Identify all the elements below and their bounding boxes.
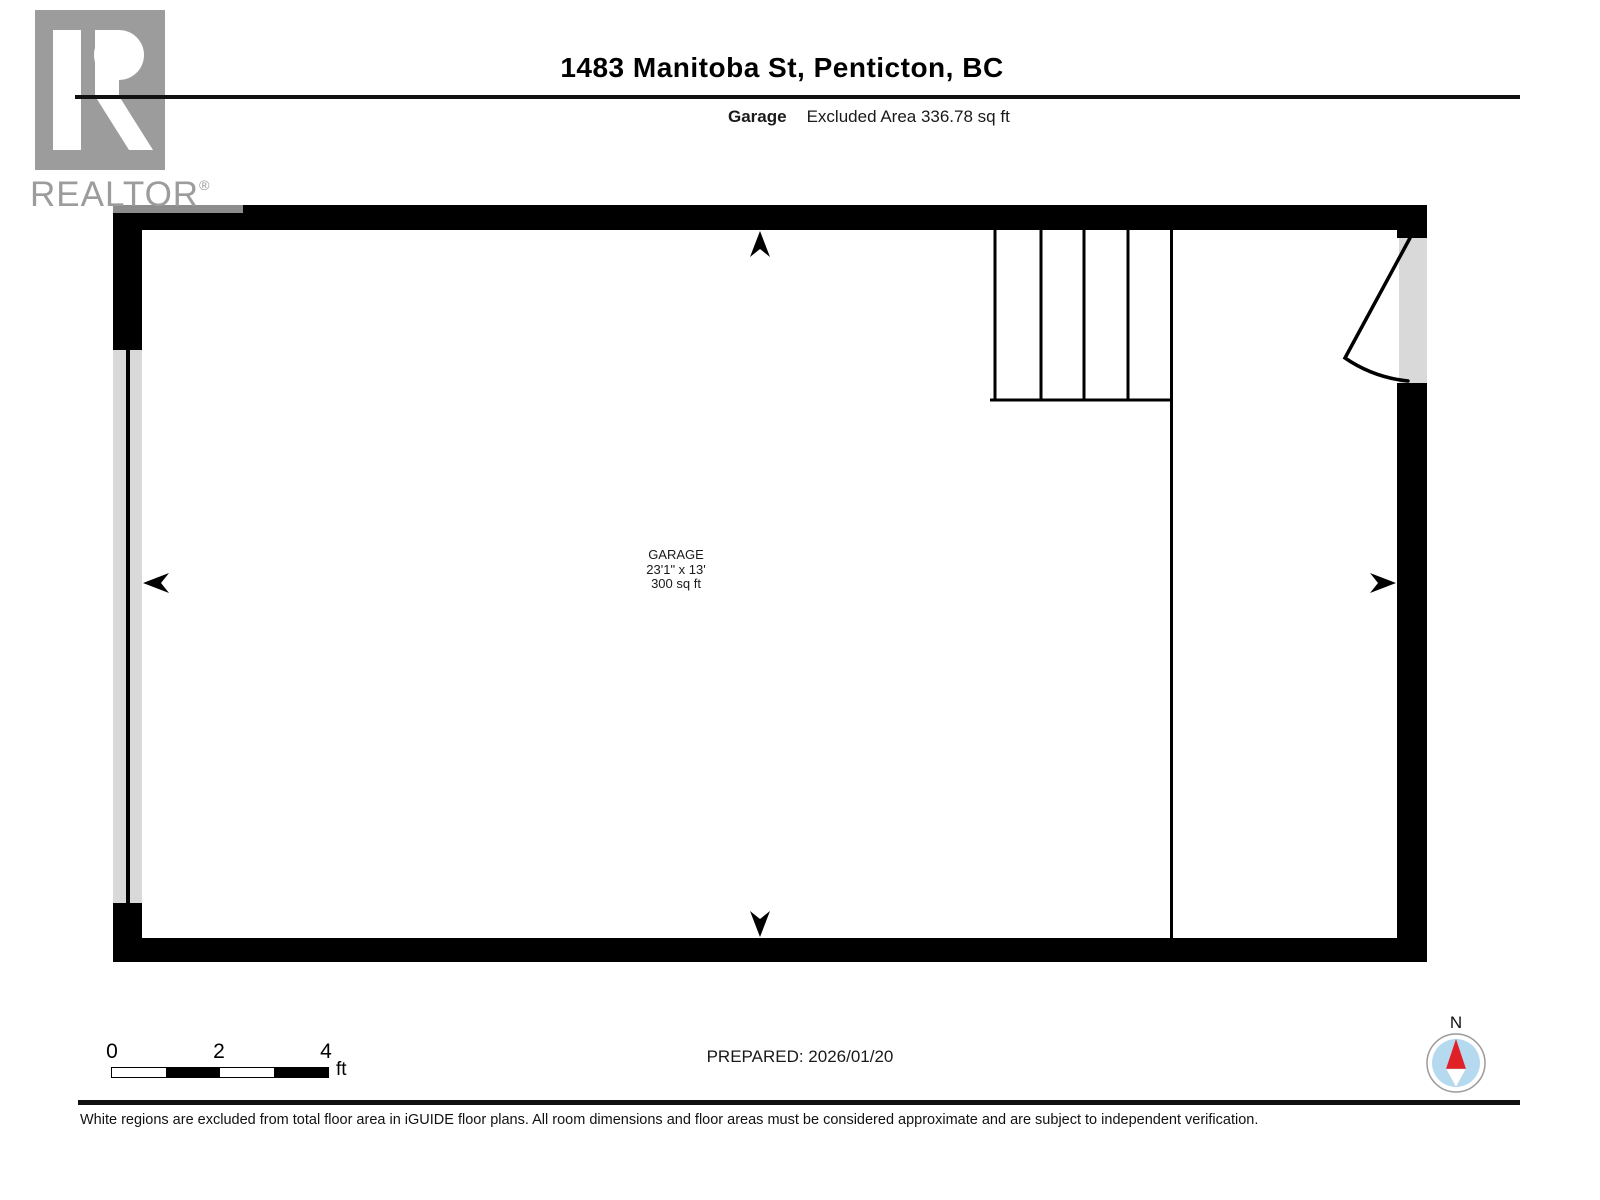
wall-right-lower xyxy=(1397,383,1427,962)
arrow-right-icon xyxy=(1368,571,1396,595)
compass-icon xyxy=(1420,1008,1492,1100)
arrow-down-icon xyxy=(748,909,772,937)
wall-top xyxy=(113,205,1427,230)
prepared-date: PREPARED: 2026/01/20 xyxy=(706,1047,894,1066)
scale-tick-4: 4 xyxy=(320,1040,332,1063)
scale-segment xyxy=(166,1068,220,1077)
page-title: 1483 Manitoba St, Penticton, BC xyxy=(560,52,1004,83)
arrow-left-icon xyxy=(143,571,171,595)
scale-bar xyxy=(111,1067,329,1078)
excluded-area-label: Excluded Area 336.78 sq ft xyxy=(806,107,1010,126)
scale-tick-0: 0 xyxy=(106,1040,118,1063)
garage-door-line xyxy=(126,350,130,903)
room-area: 300 sq ft xyxy=(651,576,701,591)
disclaimer-text: White regions are excluded from total floor area in iGUIDE floor plans. All room dimensions and floor areas must be considered approximate and are subject to independent verification. xyxy=(80,1112,1259,1128)
stairs xyxy=(988,229,1178,405)
arrow-up-icon xyxy=(748,231,772,259)
realtor-logo-icon xyxy=(35,10,165,170)
door-swing xyxy=(1330,230,1430,390)
room-label xyxy=(596,548,756,592)
wall-left-upper xyxy=(113,205,142,350)
scale-segment xyxy=(274,1068,328,1077)
room-dimensions: 23'1" x 13' xyxy=(646,561,706,577)
scale-tick-2: 2 xyxy=(213,1040,225,1063)
scale-segment xyxy=(112,1068,166,1077)
compass-north-label: N xyxy=(1449,1013,1463,1032)
floor-label: Garage xyxy=(728,107,787,126)
scale-unit-label: ft xyxy=(336,1059,347,1080)
floor-subtitle xyxy=(728,107,1010,127)
registered-mark: ® xyxy=(199,177,211,193)
room-name: GARAGE xyxy=(648,547,704,562)
wall-bottom xyxy=(113,938,1427,962)
realtor-wordmark: REALTOR® xyxy=(30,175,211,214)
footer-divider xyxy=(78,1100,1520,1105)
scale-segment xyxy=(220,1068,274,1077)
title-divider xyxy=(75,95,1520,99)
